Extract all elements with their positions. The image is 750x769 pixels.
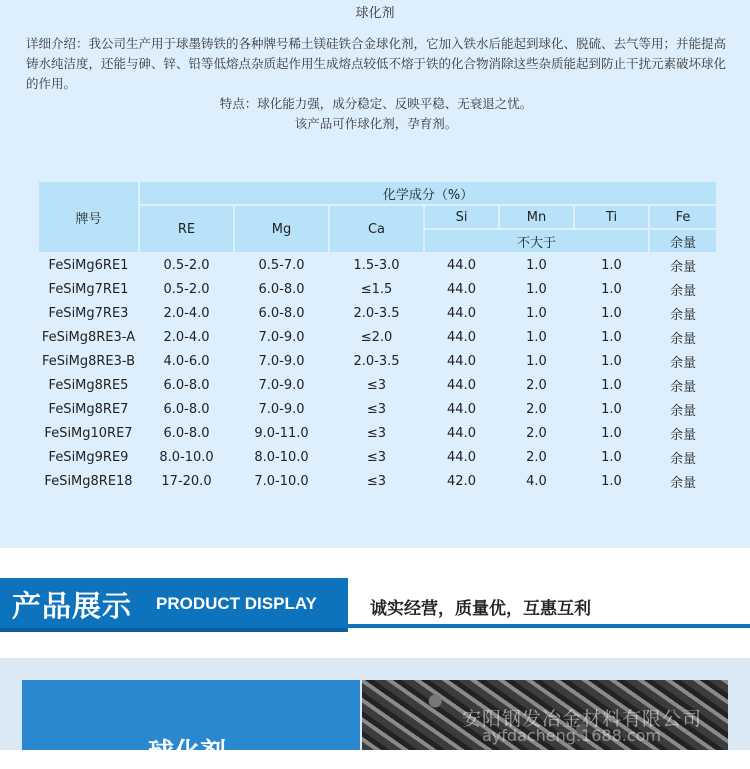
header-ca: Ca (330, 206, 423, 252)
cell-ti: 1.0 (575, 374, 648, 396)
cell-si: 44.0 (425, 446, 498, 468)
page-title: 球化剂 (355, 6, 395, 21)
header-re: RE (140, 206, 233, 252)
cell-mn: 1.0 (500, 302, 573, 324)
cell-fe: 余量 (650, 326, 716, 348)
table-row (39, 398, 716, 420)
cell-fe: 余量 (650, 446, 716, 468)
cell-re: 0.5-2.0 (140, 278, 233, 300)
cell-re: 0.5-2.0 (140, 254, 233, 276)
cell-mg: 8.0-10.0 (235, 446, 328, 468)
composition-table (37, 180, 718, 494)
banner-slogan: 诚实经营，质量优，互惠互利 (370, 599, 591, 619)
table-row (39, 302, 716, 324)
cell-ti: 1.0 (575, 350, 648, 372)
cell-grade: FeSiMg8RE5 (39, 374, 138, 396)
cell-mn: 1.0 (500, 350, 573, 372)
product-display-banner (0, 578, 750, 632)
cell-mn: 2.0 (500, 422, 573, 444)
cell-re: 4.0-6.0 (140, 350, 233, 372)
cell-mg: 7.0-10.0 (235, 470, 328, 492)
cell-si: 44.0 (425, 302, 498, 324)
cell-mg: 7.0-9.0 (235, 374, 328, 396)
cell-fe: 余量 (650, 470, 716, 492)
cell-re: 2.0-4.0 (140, 326, 233, 348)
header-ti: Ti (575, 206, 648, 228)
table-header (39, 182, 716, 252)
header-grade: 牌号 (39, 182, 138, 252)
photo-watermark-url: ayfdacheng.1688.com (482, 726, 662, 745)
cell-mg: 0.5-7.0 (235, 254, 328, 276)
cell-ti: 1.0 (575, 398, 648, 420)
table-row (39, 350, 716, 372)
cell-re: 17-20.0 (140, 470, 233, 492)
cell-mg: 6.0-8.0 (235, 302, 328, 324)
cell-mn: 2.0 (500, 374, 573, 396)
cell-ti: 1.0 (575, 422, 648, 444)
cell-mn: 4.0 (500, 470, 573, 492)
cell-ca: 2.0-3.5 (330, 302, 423, 324)
product-showcase (0, 658, 750, 768)
table-body (39, 254, 716, 492)
cell-grade: FeSiMg8RE18 (39, 470, 138, 492)
cell-si: 44.0 (425, 278, 498, 300)
cell-ca: ≤3 (330, 374, 423, 396)
cell-grade: FeSiMg7RE3 (39, 302, 138, 324)
cell-fe: 余量 (650, 254, 716, 276)
cell-grade: FeSiMg8RE3-A (39, 326, 138, 348)
cell-fe: 余量 (650, 374, 716, 396)
cell-mg: 7.0-9.0 (235, 350, 328, 372)
cell-si: 44.0 (425, 398, 498, 420)
photo-watermark: 安阳钢发冶金材料有限公司 (462, 708, 703, 730)
cell-ti: 1.0 (575, 446, 648, 468)
cell-grade: FeSiMg9RE9 (39, 446, 138, 468)
cell-si: 44.0 (425, 326, 498, 348)
banner-heading-cn: 产品展示 (12, 589, 133, 623)
table-row (39, 374, 716, 396)
description-intro: 详细介绍：我公司生产用于球墨铸铁的各种牌号稀土镁硅铁合金球化剂，它加入铁水后能起到球化、脱硫、去气等用；并能提高铸水纯洁度，还能与砷、锌、铅等低熔点杂质起作用生成熔点较低不熔于铁的化合物消除这些杂质能起到防止干扰元素破坏球化的作用。 (26, 36, 727, 91)
header-max-note: 不大于 (425, 230, 648, 252)
banner-heading-en: PRODUCT DISPLAY (156, 594, 317, 613)
cell-re: 6.0-8.0 (140, 398, 233, 420)
cell-ca: ≤3 (330, 422, 423, 444)
cell-si: 44.0 (425, 422, 498, 444)
cell-mn: 1.0 (500, 278, 573, 300)
cell-ti: 1.0 (575, 326, 648, 348)
cell-mg: 7.0-9.0 (235, 326, 328, 348)
cell-fe: 余量 (650, 278, 716, 300)
cell-fe: 余量 (650, 398, 716, 420)
cell-ca: ≤3 (330, 446, 423, 468)
cell-mn: 2.0 (500, 446, 573, 468)
cell-si: 44.0 (425, 254, 498, 276)
table-row (39, 326, 716, 348)
cell-grade: FeSiMg7RE1 (39, 278, 138, 300)
cell-ca: ≤3 (330, 470, 423, 492)
cell-mn: 1.0 (500, 326, 573, 348)
cell-si: 44.0 (425, 350, 498, 372)
table-row (39, 470, 716, 492)
product-label: 球化剂 (148, 738, 227, 768)
cell-grade: FeSiMg8RE7 (39, 398, 138, 420)
cell-re: 2.0-4.0 (140, 302, 233, 324)
table-row (39, 278, 716, 300)
cell-ti: 1.0 (575, 302, 648, 324)
header-balance-note: 余量 (650, 230, 716, 252)
cell-ca: ≤2.0 (330, 326, 423, 348)
table-row (39, 254, 716, 276)
cell-fe: 余量 (650, 422, 716, 444)
cell-grade: FeSiMg6RE1 (39, 254, 138, 276)
table-row (39, 422, 716, 444)
banner-underline (348, 624, 750, 628)
cell-fe: 余量 (650, 302, 716, 324)
cell-grade: FeSiMg8RE3-B (39, 350, 138, 372)
cell-ca: ≤3 (330, 398, 423, 420)
header-mn: Mn (500, 206, 573, 228)
header-chemical-composition: 化学成分（%） (140, 182, 716, 204)
product-photo (362, 680, 728, 750)
banner-heading-block (0, 578, 348, 632)
cell-mn: 1.0 (500, 254, 573, 276)
cell-si: 42.0 (425, 470, 498, 492)
description-features: 特点：球化能力强，成分稳定、反映平稳、无衰退之忧。 (219, 96, 533, 111)
header-si: Si (425, 206, 498, 228)
cell-fe: 余量 (650, 350, 716, 372)
cell-si: 44.0 (425, 374, 498, 396)
cell-mg: 7.0-9.0 (235, 398, 328, 420)
cell-ca: 2.0-3.5 (330, 350, 423, 372)
cell-ti: 1.0 (575, 470, 648, 492)
cell-ti: 1.0 (575, 254, 648, 276)
cell-re: 8.0-10.0 (140, 446, 233, 468)
cell-re: 6.0-8.0 (140, 374, 233, 396)
product-description (26, 34, 726, 134)
cell-grade: FeSiMg10RE7 (39, 422, 138, 444)
cell-mn: 2.0 (500, 398, 573, 420)
cell-re: 6.0-8.0 (140, 422, 233, 444)
header-mg: Mg (235, 206, 328, 252)
table-row (39, 446, 716, 468)
cell-ca: ≤1.5 (330, 278, 423, 300)
cell-mg: 9.0-11.0 (235, 422, 328, 444)
cell-ti: 1.0 (575, 278, 648, 300)
cell-ca: 1.5-3.0 (330, 254, 423, 276)
cell-mg: 6.0-8.0 (235, 278, 328, 300)
header-fe: Fe (650, 206, 716, 228)
description-usage: 该产品可作球化剂，孕育剂。 (294, 116, 458, 131)
